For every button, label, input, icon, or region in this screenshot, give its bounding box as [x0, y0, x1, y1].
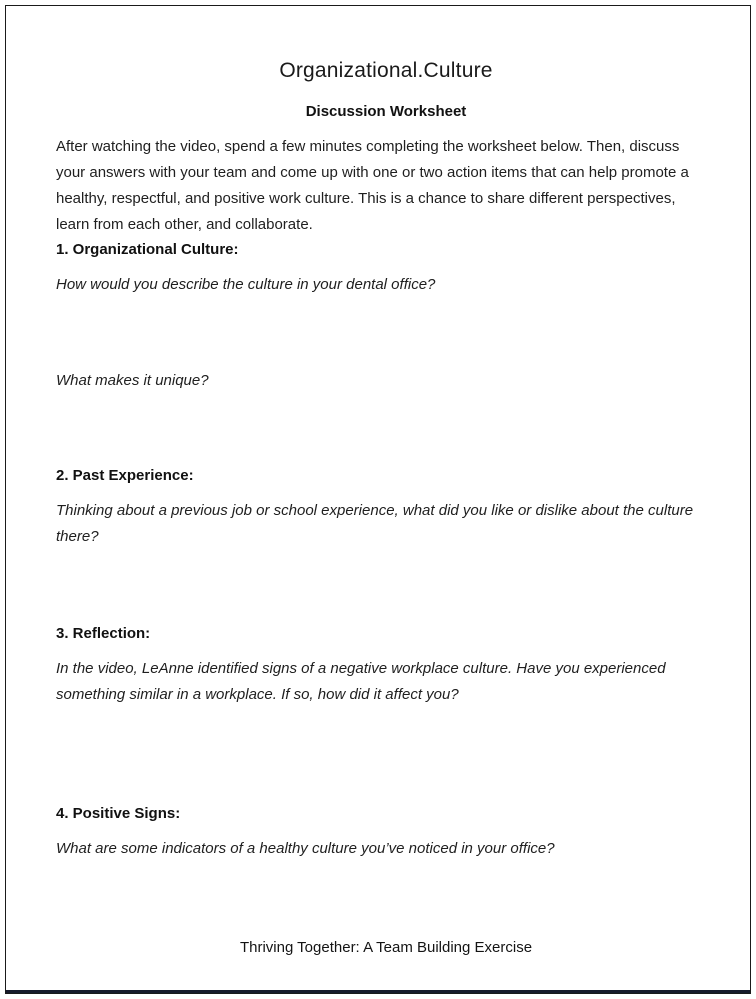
answer-line-row[interactable]: [56, 883, 716, 912]
section-heading-past-experience: 2. Past Experience:: [56, 467, 194, 484]
answer-field-negative-culture[interactable]: [56, 700, 716, 758]
answer-field-what-makes-unique[interactable]: [56, 386, 716, 444]
page-footer: Thriving Together: A Team Building Exercise: [239, 939, 533, 956]
answer-line-row[interactable]: [56, 415, 716, 444]
answer-line-row[interactable]: [56, 319, 716, 348]
question-what-makes-unique: What makes it unique?: [56, 372, 209, 389]
section-heading-reflection: 3. Reflection:: [56, 625, 151, 642]
question-negative-culture: In the video, LeAnne identified signs of a negative workplace culture. Have you experienced something similar in a workplace. If so, how did it affect you?: [56, 660, 666, 703]
answer-line-row[interactable]: [56, 729, 716, 758]
page-content: [56, 0, 716, 958]
answer-line-row[interactable]: [56, 571, 716, 600]
question-describe-culture: How would you describe the culture in your dental office?: [56, 276, 436, 293]
page-title: Organizational.Culture: [279, 59, 493, 82]
section-heading-positive-signs: 4. Positive Signs:: [56, 805, 181, 822]
bottom-bar: [5, 990, 751, 994]
answer-field-previous-job[interactable]: [56, 542, 716, 600]
answer-field-healthy-indicators[interactable]: [56, 854, 716, 912]
answer-field-describe-culture[interactable]: [56, 290, 716, 348]
intro-paragraph: After watching the video, spend a few minutes completing the worksheet below. Then, discuss your answers with your team and come up with one or two action items that can help promote a healthy, respectful, and positive work culture. This is a chance to share different perspectives, learn from each other, and collaborate.: [56, 138, 689, 233]
page-subtitle: Discussion Worksheet: [305, 103, 467, 120]
question-previous-job: Thinking about a previous job or school experience, what did you like or dislike about the culture there?: [56, 502, 694, 545]
section-heading-organizational-culture: 1. Organizational Culture:: [56, 241, 239, 258]
question-healthy-indicators: What are some indicators of a healthy culture you’ve noticed in your office?: [56, 840, 555, 857]
